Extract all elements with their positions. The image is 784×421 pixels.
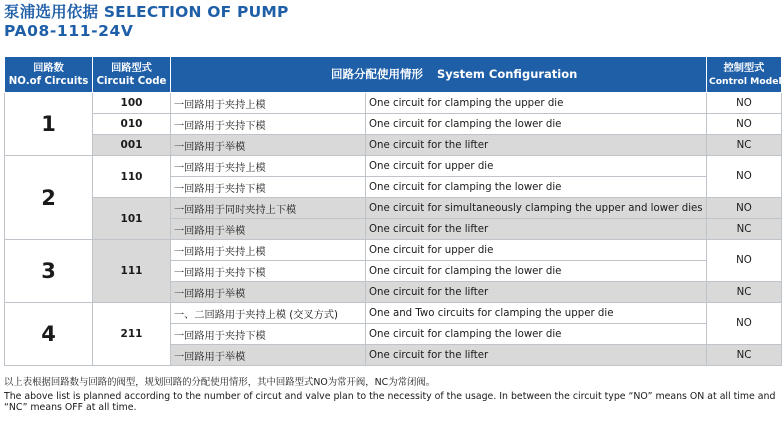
header-circuit-code: 回路型式 Circuit Code bbox=[93, 57, 171, 93]
config-en-cell: One circuit for the lifter bbox=[366, 219, 707, 240]
control-model-cell: NO bbox=[707, 114, 782, 135]
table-header-row bbox=[5, 57, 782, 93]
circuit-code-cell: 211 bbox=[93, 303, 171, 366]
config-cn-cell: 一回路用于举模 bbox=[171, 219, 366, 240]
config-en-cell: One circuit for the lifter bbox=[366, 282, 707, 303]
table-row bbox=[5, 156, 782, 177]
title-en: SELECTION OF PUMP bbox=[103, 3, 289, 21]
table-row bbox=[5, 135, 782, 156]
config-en-cell: One circuit for upper die bbox=[366, 156, 707, 177]
config-en-cell: One circuit for clamping the lower die bbox=[366, 114, 707, 135]
config-cn-cell: 一回路用于夹持下模 bbox=[171, 324, 366, 345]
config-en-cell: One circuit for clamping the lower die bbox=[366, 177, 707, 198]
config-en-cell: One circuit for upper die bbox=[366, 240, 707, 261]
config-cn-cell: 一回路用于举模 bbox=[171, 135, 366, 156]
config-en-cell: One circuit for the lifter bbox=[366, 345, 707, 366]
config-cn-cell: 一回路用于夹持下模 bbox=[171, 177, 366, 198]
header-control-model: 控制型式 Control Model bbox=[707, 57, 782, 93]
circuit-code-cell: 101 bbox=[93, 198, 171, 240]
config-en-cell: One circuit for clamping the lower die bbox=[366, 324, 707, 345]
config-en-cell: One circuit for clamping the lower die bbox=[366, 261, 707, 282]
circuit-code-cell: 111 bbox=[93, 240, 171, 303]
circuit-count-cell: 3 bbox=[5, 240, 93, 303]
control-model-cell: NC bbox=[707, 135, 782, 156]
circuit-count-cell: 4 bbox=[5, 303, 93, 366]
config-cn-cell: 一回路用于夹持下模 bbox=[171, 114, 366, 135]
control-model-cell: NO bbox=[707, 93, 782, 114]
config-cn-cell: 一回路用于夹持上模 bbox=[171, 93, 366, 114]
config-en-cell: One circuit for simultaneously clamping the upper and lower dies bbox=[366, 198, 707, 219]
circuit-code-cell: 110 bbox=[93, 156, 171, 198]
config-en-cell: One circuit for clamping the upper die bbox=[366, 93, 707, 114]
control-model-cell: NO bbox=[707, 240, 782, 282]
table-row bbox=[5, 240, 782, 261]
control-model-cell: NC bbox=[707, 219, 782, 240]
config-cn-cell: 一回路用于同时夹持上下模 bbox=[171, 198, 366, 219]
table-row bbox=[5, 198, 782, 219]
config-cn-cell: 一、二回路用于夹持上模 (交叉方式) bbox=[171, 303, 366, 324]
table-row bbox=[5, 303, 782, 324]
control-model-cell: NO bbox=[707, 198, 782, 219]
config-cn-cell: 一回路用于夹持下模 bbox=[171, 261, 366, 282]
circuit-code-cell: 001 bbox=[93, 135, 171, 156]
header-circuits: 回路数 NO.of Circuits bbox=[5, 57, 93, 93]
pump-selection-table bbox=[4, 56, 782, 366]
model-number: PA08-111-24V bbox=[4, 22, 134, 40]
table-row bbox=[5, 114, 782, 135]
control-model-cell: NC bbox=[707, 282, 782, 303]
circuit-code-cell: 010 bbox=[93, 114, 171, 135]
control-model-cell: NO bbox=[707, 303, 782, 345]
page-title bbox=[4, 0, 289, 22]
title-cn: 泵浦选用依据 bbox=[4, 3, 99, 21]
config-en-cell: One circuit for the lifter bbox=[366, 135, 707, 156]
control-model-cell: NO bbox=[707, 156, 782, 198]
control-model-cell: NC bbox=[707, 345, 782, 366]
circuit-code-cell: 100 bbox=[93, 93, 171, 114]
footnote-cn: 以上表根据回路数与回路的阀型，规划回路的分配使用情形，其中回路型式NO为常开阀，NC为常闭阀。 bbox=[4, 377, 436, 388]
config-en-cell: One and Two circuits for clamping the upper die bbox=[366, 303, 707, 324]
config-cn-cell: 一回路用于举模 bbox=[171, 282, 366, 303]
header-system-configuration: 回路分配使用情形 System Configuration bbox=[171, 57, 707, 93]
table-row bbox=[5, 93, 782, 114]
circuit-count-cell: 1 bbox=[5, 93, 93, 156]
config-cn-cell: 一回路用于夹持上模 bbox=[171, 156, 366, 177]
config-cn-cell: 一回路用于夹持上模 bbox=[171, 240, 366, 261]
footnote-en: The above list is planned according to the number of circut and valve plan to the necessity of the usage. In between the circuit type “NO” means ON at all time and “NC” means OFF at all time. bbox=[4, 391, 776, 413]
circuit-count-cell: 2 bbox=[5, 156, 93, 240]
config-cn-cell: 一回路用于举模 bbox=[171, 345, 366, 366]
